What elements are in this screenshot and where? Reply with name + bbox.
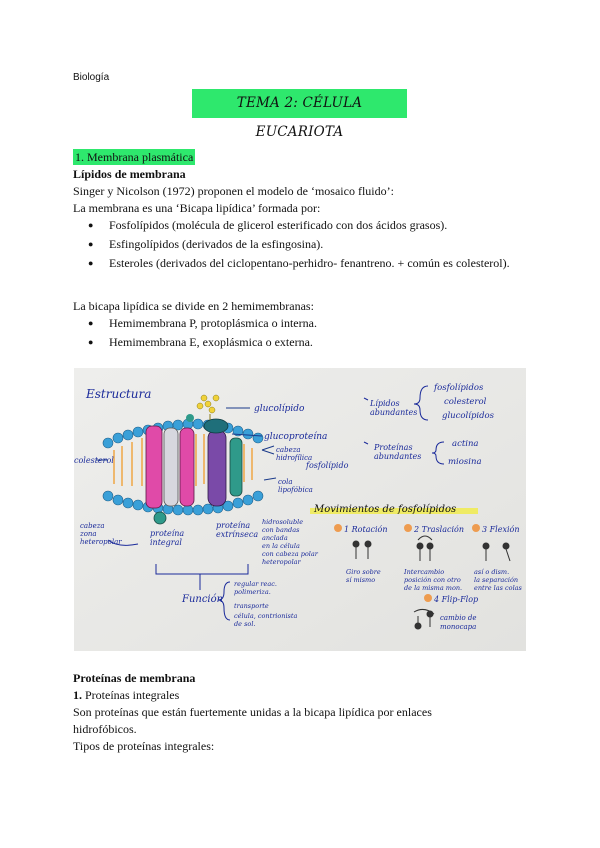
list-item: ● Esteroles (derivados del ciclopentano-perhidro- fenantreno. + común es colesterol). — [73, 255, 543, 272]
membrane-notes-figure — [74, 368, 526, 651]
subheading-integrales — [73, 687, 179, 704]
label-movimientos: Movimientos de fosfolípidos — [314, 504, 457, 515]
label-cabeza-0: cabeza — [276, 446, 301, 454]
intro-line-1: Singer y Nicolson (1972) proponen el modelo de ‘mosaico fluido’: — [73, 184, 394, 198]
label-funcion-1: polimeriza. — [234, 588, 271, 596]
label-cabeza-zona-0: cabeza — [80, 522, 105, 530]
label-proteinas-abundantes-0: Proteínas — [374, 443, 413, 452]
label-lipidos-abundantes-1: abundantes — [370, 408, 418, 417]
label-mov1-desc-0: Giro sobre — [346, 568, 381, 576]
label-fosfolipido: fosfolípido — [306, 461, 349, 470]
label-mov1: 1 Rotación — [344, 525, 388, 534]
section-heading-membrana: 1. Membrana plasmática — [75, 150, 194, 164]
label-mov3: 3 Flexión — [482, 525, 520, 534]
sub-text: Proteínas integrales — [82, 688, 180, 702]
label-mov1-desc-1: sí mismo — [346, 576, 376, 584]
label-prot-desc-1: con bandas — [262, 526, 300, 534]
label-lipidos-list-0: fosfolípidos — [434, 383, 484, 393]
label-lipidos-list-2: glucolípidos — [442, 411, 495, 421]
label-cola-1: lipofóbica — [278, 486, 313, 494]
label-mov4: 4 Flip-Flop — [434, 595, 479, 604]
label-funcion-0: regular reac. — [234, 580, 277, 588]
label-proteina-integral-1: integral — [150, 538, 182, 547]
label-mov3-desc-2: entre las colas — [474, 584, 522, 592]
label-mov4-desc-1: monocapa — [440, 623, 477, 631]
label-funcion-3: célula, contrionista — [234, 612, 298, 620]
label-lipidos-abundantes-0: Lípidos — [370, 399, 400, 408]
label-proteina-extrinseca-1: extrínseca — [216, 530, 259, 539]
list-item: ● Fosfolípidos (molécula de glicerol esterificado con dos ácidos grasos). — [73, 217, 543, 234]
label-prot-desc-3: en la célula — [262, 542, 300, 550]
label-mov2-desc-1: posición con otro — [404, 576, 461, 584]
subheading-lipidos: Lípidos de membrana — [73, 167, 186, 181]
page-title: TEMA 2: CÉLULA EUCARIOTA — [192, 89, 407, 118]
list-item: ● Hemimembrana E, exoplásmica o externa. — [73, 334, 543, 351]
label-proteina-extrinseca-0: proteína — [216, 521, 251, 530]
label-mov4-desc-0: cambio de — [440, 614, 477, 622]
label-glucolipido: glucolípido — [254, 404, 305, 414]
label-funcion-4: de sol. — [234, 620, 256, 628]
paragraph-line-3: Tipos de proteínas integrales: — [73, 739, 215, 753]
label-proteinas-list-1: miosina — [448, 457, 482, 467]
label-estructura: Estructura — [86, 387, 152, 401]
label-prot-desc-2: anclada — [262, 534, 288, 542]
label-funcion-2: transporte — [234, 602, 269, 610]
heading-proteinas: Proteínas de membrana — [73, 671, 196, 685]
label-cabeza-zona-2: heteropolar — [80, 538, 122, 546]
lipid-list — [73, 217, 543, 274]
label-proteinas-abundantes-1: abundantes — [374, 452, 422, 461]
label-cabeza-zona-1: zona — [80, 530, 97, 538]
label-prot-desc-5: heteropolar — [262, 558, 301, 566]
subject-label: Biología — [73, 72, 110, 83]
hemi-list — [73, 315, 543, 353]
label-prot-desc-4: con cabeza polar — [262, 550, 318, 558]
label-lipidos-list-1: colesterol — [444, 397, 487, 407]
label-colesterol: colesterol — [74, 456, 114, 465]
label-proteina-integral-0: proteína — [150, 529, 185, 538]
label-prot-desc-0: hidrosoluble — [262, 518, 304, 526]
list-item: ● Hemimembrana P, protoplásmica o interna. — [73, 315, 543, 332]
paragraph-line-2: hidrofóbicos. — [73, 722, 137, 736]
label-mov3-desc-0: así o dism. — [474, 568, 510, 576]
label-funcion: Función — [182, 594, 224, 605]
label-cabeza-1: hidrofílica — [276, 454, 313, 462]
label-mov2: 2 Traslación — [414, 525, 465, 534]
label-mov2-desc-0: Intercambio — [404, 568, 445, 576]
list-item: ● Esfingolípidos (derivados de la esfingosina). — [73, 236, 543, 253]
hemi-intro: La bicapa lipídica se divide en 2 hemimembranas: — [73, 299, 314, 313]
label-mov2-desc-2: de la misma mon. — [404, 584, 463, 592]
sub-number: 1. — [73, 688, 82, 702]
intro-line-2: La membrana es una ‘Bicapa lipídica’ formada por: — [73, 201, 321, 215]
label-cola-0: cola — [278, 478, 293, 486]
paragraph-line-1: Son proteínas que están fuertemente unidas a la bicapa lipídica por enlaces — [73, 705, 432, 719]
label-proteinas-list-0: actina — [452, 439, 479, 449]
label-mov3-desc-1: la separación — [474, 576, 519, 584]
label-glucoproteina: glucoproteína — [264, 432, 328, 442]
